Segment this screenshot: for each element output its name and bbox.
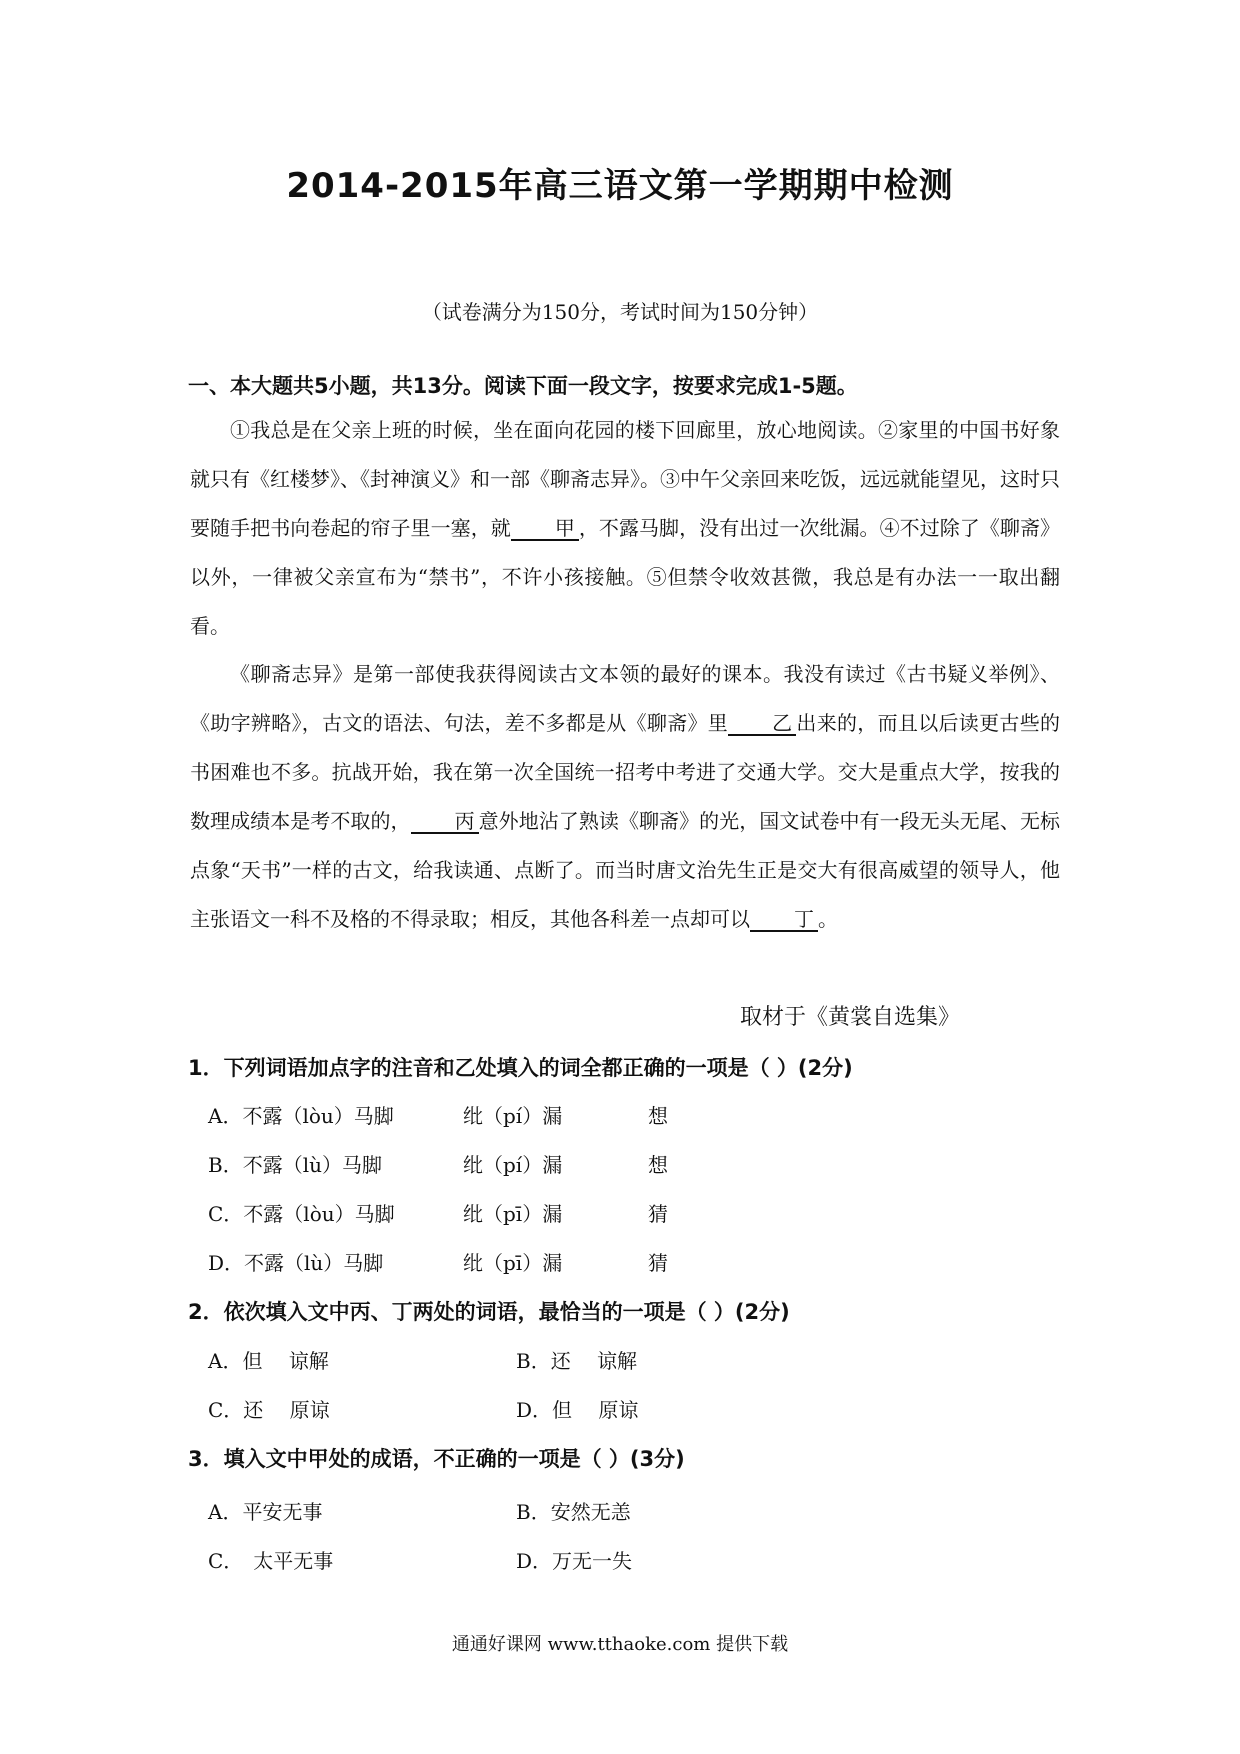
passage-text-segment: 。 xyxy=(818,907,838,931)
option-word: A．不露（lòu）马脚 xyxy=(208,1104,394,1128)
question-2-option-c[interactable]: C．还 原谅 xyxy=(208,1398,330,1422)
question-1-stem: 1．下列词语加点字的注音和乙处填入的词全都正确的一项是（ ）(2分) xyxy=(188,1056,853,1080)
passage-text-segment: ①我总是在父亲上班的时候，坐在面向花园的楼下回廊里，放心地阅读。②家里的中国书好象就只有《红楼梦》、《封神演义》和一部《聊斋志异》。③中午父亲回来吃饭，远远就能望见，这时只要随手把书向卷起的帘子里一塞，就 xyxy=(190,418,1060,540)
option-word: C．不露（lòu）马脚 xyxy=(208,1202,395,1226)
option-word: 纰（pī）漏 xyxy=(463,1251,563,1275)
question-3-option-d[interactable]: D．万无一失 xyxy=(516,1549,633,1573)
option-word: 想 xyxy=(648,1153,668,1177)
question-3-option-a[interactable]: A．平安无事 xyxy=(208,1500,323,1524)
option-word: 想 xyxy=(648,1104,668,1128)
blank-ding: 丁 xyxy=(750,908,818,932)
passage-paragraph-2 xyxy=(190,650,1060,944)
passage-text-segment: 出来的，而且以后读更古些的书困难也不多。抗战开始，我在第一次全国统一招考中考进了交通大学。交大是重点大学，按我的数理成绩本是考不取的， xyxy=(190,711,1061,833)
exam-title: 2014-2015年高三语文第一学期期中检测 xyxy=(286,166,954,206)
passage-text-segment: 《聊斋志异》是第一部使我获得阅读古文本领的最好的课本。我没有读过《古书疑义举例》、《助字辨略》，古文的语法、句法，差不多都是从《聊斋》里 xyxy=(190,662,1060,735)
question-3-stem: 3．填入文中甲处的成语，不正确的一项是（ ）(3分) xyxy=(188,1447,685,1471)
question-3-option-c[interactable]: C． 太平无事 xyxy=(208,1549,334,1573)
passage-text xyxy=(190,406,1060,651)
question-2-stem: 2．依次填入文中丙、丁两处的词语，最恰当的一项是（ ）(2分) xyxy=(188,1300,790,1324)
option-word: 纰（pí）漏 xyxy=(463,1153,563,1177)
blank-jia: 甲 xyxy=(511,517,579,541)
passage-text-segment: 意外地沾了熟读《聊斋》的光，国文试卷中有一段无头无尾、无标点象“天书”一样的古文，给我读通、点断了。而当时唐文治先生正是交大有很高威望的领导人，他主张语文一科不及格的不得录取；相反，其他各科差一点却可以 xyxy=(190,809,1061,931)
option-word: 纰（pí）漏 xyxy=(463,1104,563,1128)
passage-paragraph-1 xyxy=(190,406,1060,651)
passage-source: 取材于《黄裳自选集》 xyxy=(740,1005,961,1030)
option-word: 猜 xyxy=(648,1251,668,1275)
page-footer: 通通好课网 www.tthaoke.com 提供下载 xyxy=(451,1634,789,1655)
question-2-option-b[interactable]: B．还 谅解 xyxy=(516,1349,638,1373)
blank-bing: 丙 xyxy=(411,810,479,834)
option-word: B．不露（lù）马脚 xyxy=(208,1153,382,1177)
exam-subtitle: （试卷满分为150分，考试时间为150分钟） xyxy=(421,300,819,324)
question-3-option-b[interactable]: B．安然无恙 xyxy=(516,1500,631,1524)
question-2-option-d[interactable]: D．但 原谅 xyxy=(516,1398,639,1422)
section-heading: 一、本大题共5小题，共13分。阅读下面一段文字，按要求完成1-5题。 xyxy=(188,374,858,398)
passage-text-segment: ，不露马脚，没有出过一次纰漏。④不过除了《聊斋》以外，一律被父亲宣布为“禁书”，不许小孩接触。⑤但禁令收效甚微，我总是有办法一一取出翻看。 xyxy=(190,516,1061,638)
passage-text xyxy=(190,650,1060,944)
option-word: 纰（pī）漏 xyxy=(463,1202,563,1226)
blank-yi: 乙 xyxy=(728,712,796,736)
question-2-option-a[interactable]: A．但 谅解 xyxy=(208,1349,329,1373)
option-word: D．不露（lù）马脚 xyxy=(208,1251,384,1275)
option-word: 猜 xyxy=(648,1202,668,1226)
